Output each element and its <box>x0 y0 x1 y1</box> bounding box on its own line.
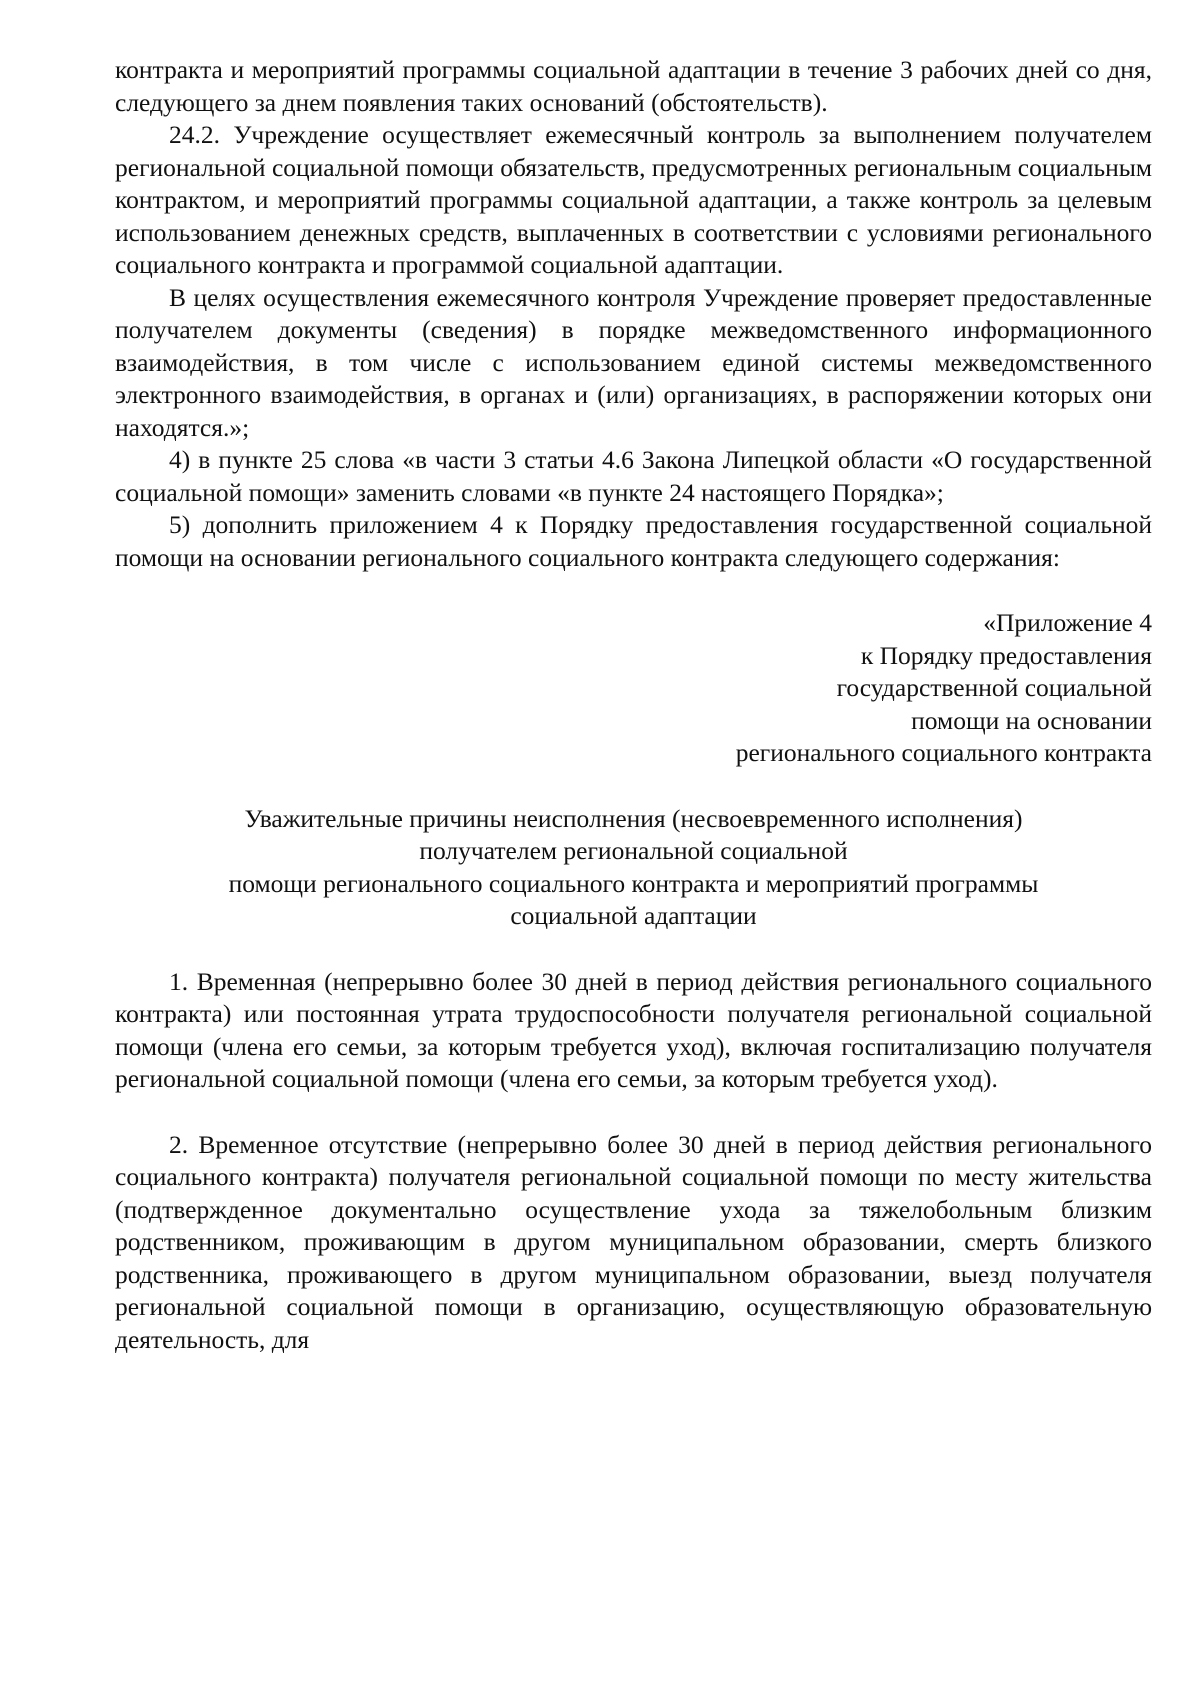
paragraph-monthly-control: В целях осуществления ежемесячного контроля Учреждение проверяет предоставленные получателем документы (сведения) в порядке межведомственного информационного взаимодействия, в том числе с использованием единой системы межведомственного электронного взаимодействия, в органах и (или) организациях, в распоряжении которых они находятся.»; <box>115 282 1152 442</box>
paragraph-continuation: контракта и мероприятий программы социальной адаптации в течение 3 рабочих дней со дня, следующего за днем появления таких оснований (обстоятельств). <box>115 55 1152 117</box>
appendix-line: помощи на основании <box>911 705 1152 735</box>
document-page <box>115 54 1152 1356</box>
heading-line: помощи регионального социального контракта и мероприятий программы <box>228 868 1039 898</box>
appendix-caption <box>115 607 1152 770</box>
appendix-line: к Порядку предоставления <box>860 640 1152 670</box>
appendix-line: государственной социальной <box>836 673 1152 702</box>
heading-line: социальной адаптации <box>510 901 757 930</box>
paragraph-item-4: 4) в пункте 25 слова «в части 3 статьи 4.6 Закона Липецкой области «О государственной социальной помощи» заменить словами «в пункте 24 настоящего Порядка»; <box>115 445 1152 507</box>
section-heading <box>115 803 1152 933</box>
appendix-line: «Приложение 4 <box>983 608 1152 637</box>
list-item-1: 1. Временная (непрерывно более 30 дней в период действия регионального социального контракта) или постоянная утрата трудоспособности получателя региональной социальной помощи (члена его семьи, за которым требуется уход), включая госпитализацию получателя региональной социальной помощи (члена его семьи, за которым требуется уход). <box>115 966 1152 1093</box>
appendix-line: регионального социального контракта <box>735 738 1152 767</box>
list-item-2: 2. Временное отсутствие (непрерывно более 30 дней в период действия регионального социального контракта) получателя региональной социальной помощи по месту жительства (подтвержденное документально осуществление ухода за тяжелобольным близким родственником, проживающим в другом муниципальном образовании, смерть близкого родственника, проживающего в другом муниципальном образовании, выезд получателя региональной социальной помощи в организацию, осуществляющую образовательную деятельность, для <box>115 1129 1152 1354</box>
heading-line: Уважительные причины неисполнения (несвоевременного исполнения) <box>244 803 1023 833</box>
paragraph-item-5: 5) дополнить приложением 4 к Порядку предоставления государственной социальной помощи на основании регионального социального контракта следующего содержания: <box>115 510 1152 572</box>
heading-line: получателем региональной социальной <box>419 836 848 865</box>
paragraph-24-2: 24.2. Учреждение осуществляет ежемесячный контроль за выполнением получателем региональной социальной помощи обязательств, предусмотренных региональным социальным контрактом, и мероприятий программы социальной адаптации, а также контроль за целевым использованием денежных средств, выплаченных в соответствии с условиями регионального социального контракта и программой социальной адаптации. <box>115 120 1152 279</box>
